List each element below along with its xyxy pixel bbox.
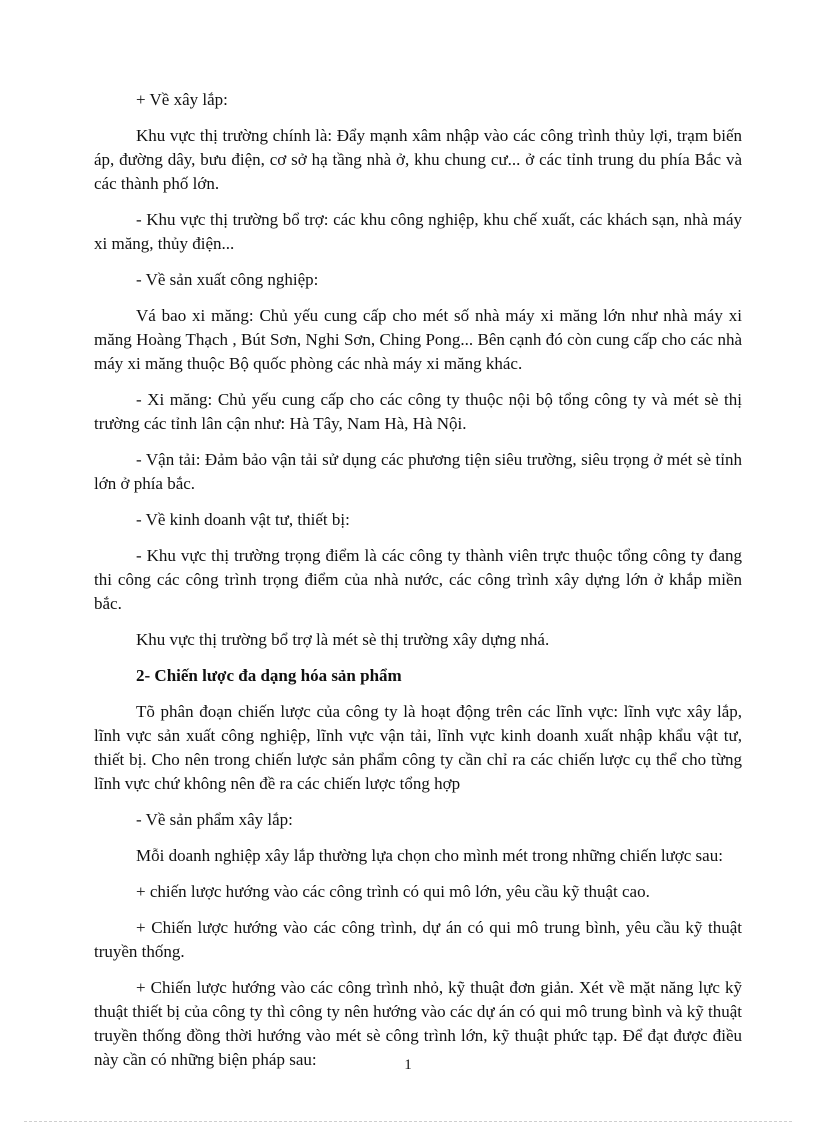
paragraph-transport: - Vận tải: Đảm bảo vận tải sử dụng các phương tiện siêu trường, siêu trọng ở mét sè tỉnh lớn ở phía bắc.: [94, 450, 742, 493]
paragraph-strategy-large: + chiến lược hướng vào các công trình có qui mô lớn, yêu cầu kỹ thuật cao.: [136, 882, 650, 901]
page-number: 1: [404, 1057, 412, 1073]
paragraph-cement-bags: Vá bao xi măng: Chủ yếu cung cấp cho mét số nhà máy xi măng lớn như nhà máy xi măng Hoàng Thạch , Bút Sơn, Nghi Sơn, Ching Pong... Bên cạnh đó còn cung cấp cho các nhà máy xi măng thuộc Bộ quốc phòng các nhà máy xi măng khác.: [94, 306, 742, 373]
page-bottom-divider: [24, 1121, 792, 1122]
paragraph-main-market: Khu vực thị trường chính là: Đẩy mạnh xâm nhập vào các công trình thủy lợi, trạm biến áp, đường dây, bưu điện, cơ sở hạ tầng nhà ở, khu chung cư... ở các tỉnh trung du phía Bắc và các thành phố lớn.: [94, 126, 742, 193]
paragraph-strategy-medium: + Chiến lược hướng vào các công trình, dự án có qui mô trung bình, yêu cầu kỹ thuật truyền thống.: [94, 918, 742, 961]
document-body: [94, 88, 742, 1084]
paragraph-strategy-choice: Mỗi doanh nghiệp xây lắp thường lựa chọn cho mình mét trong những chiến lược sau:: [136, 846, 723, 865]
paragraph-strategy-segments: Tõ phân đoạn chiến lược của công ty là hoạt động trên các lĩnh vực: lĩnh vực xây lắp, lĩnh vực sản xuất công nghiệp, lĩnh vực vận tải, lĩnh vực kinh doanh xuất nhập khẩu vật tư, thiết bị. Cho nên trong chiến lược sản phẩm công ty cần chỉ ra các chiến lược cụ thể cho từng lĩnh vực chứ không nên đề ra các chiến lược tổng hợp: [94, 702, 742, 793]
paragraph-construction-heading: + Về xây lắp:: [136, 90, 228, 109]
paragraph-construction-products-heading: - Về sản phẩm xây lắp:: [136, 810, 293, 829]
section-heading-diversification: 2- Chiến lược đa dạng hóa sản phẩm: [136, 666, 402, 685]
paragraph-strategy-small: + Chiến lược hướng vào các công trình nhỏ, kỹ thuật đơn giản. Xét về mặt năng lực kỹ thuật thiết bị của công ty thì công ty nên hướng vào các dự án có qui mô trung bình và kỹ thuật truyền thống đồng thời hướng vào mét sè công trình lớn, kỹ thuật phức tạp. Để đạt được điều này cần có những biện pháp sau:: [94, 978, 742, 1069]
paragraph-trading-heading: - Về kinh doanh vật tư, thiết bị:: [136, 510, 350, 529]
paragraph-industrial-heading: - Về sản xuất công nghiệp:: [136, 270, 319, 289]
paragraph-key-market: - Khu vực thị trường trọng điểm là các công ty thành viên trực thuộc tổng công ty đang thi công các công trình trọng điểm của nhà nước, các công trình xây dựng lớn ở khắp miền bắc.: [94, 546, 742, 613]
paragraph-supplementary-market: - Khu vực thị trường bổ trợ: các khu công nghiệp, khu chế xuất, các khách sạn, nhà máy xi măng, thủy điện...: [94, 210, 742, 253]
paragraph-supplementary-trading: Khu vực thị trường bổ trợ là mét sè thị trường xây dựng nhá.: [136, 630, 550, 649]
paragraph-cement: - Xi măng: Chủ yếu cung cấp cho các công ty thuộc nội bộ tổng công ty và mét sè thị trường các tỉnh lân cận như: Hà Tây, Nam Hà, Hà Nội.: [94, 390, 742, 433]
